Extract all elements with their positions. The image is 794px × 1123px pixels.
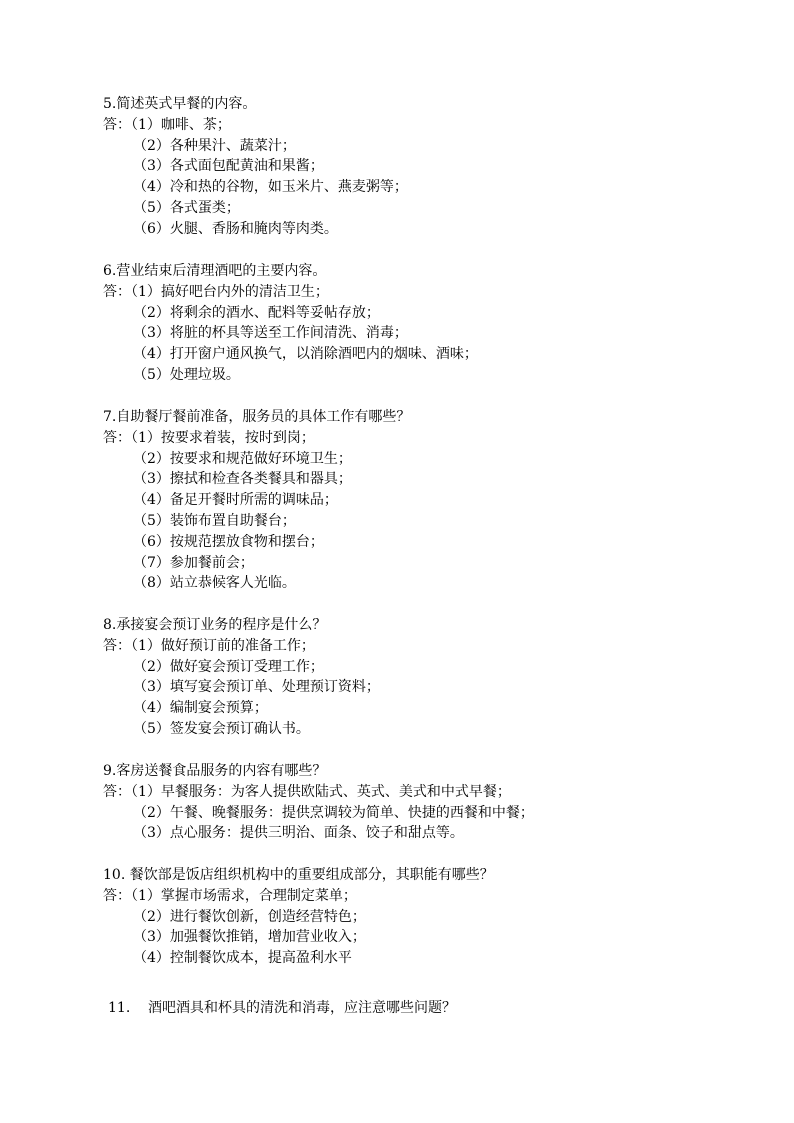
question-title: 5.简述英式早餐的内容。 bbox=[103, 96, 257, 112]
answer-item: （2）进行餐饮创新，创造经营特色； bbox=[133, 908, 366, 925]
answer-item: （6）按规范摆放食物和摆台； bbox=[133, 533, 324, 550]
answer-item: （4）编制宴会预算； bbox=[133, 700, 268, 717]
question-section-7 bbox=[103, 407, 783, 594]
question-section-9 bbox=[103, 761, 783, 844]
question-section-11 bbox=[108, 998, 456, 1018]
answer-item: （6）火腿、香肠和腌肉等肉类。 bbox=[133, 220, 338, 237]
question-title: 9.客房送餐食品服务的内容有哪些？ bbox=[103, 763, 327, 779]
answer-item: （4）冷和热的谷物，如玉米片、燕麦粥等； bbox=[133, 179, 408, 196]
answer-first-line: 答：（1）搞好吧台内外的清洁卫生； bbox=[103, 283, 329, 300]
answer-item: （4）打开窗户通风换气，以消除酒吧内的烟味、酒味； bbox=[133, 346, 478, 363]
answer-item: （3）将脏的杯具等送至工作间清洗、消毒； bbox=[133, 325, 408, 342]
question-section-10 bbox=[103, 865, 783, 969]
answer-item: （2）午餐、晚餐服务：提供烹调较为简单、快捷的西餐和中餐； bbox=[133, 804, 534, 821]
answer-item: （7）参加餐前会； bbox=[133, 554, 254, 571]
answer-item: （5）处理垃圾。 bbox=[133, 366, 240, 383]
answer-item: （2）将剩余的酒水、配料等妥帖存放； bbox=[133, 304, 380, 321]
question-section-6 bbox=[103, 261, 783, 386]
answer-item: （5）装饰布置自助餐台； bbox=[133, 512, 296, 529]
answer-item: （5）各式蛋类； bbox=[133, 199, 240, 216]
question-title: 6.营业结束后清理酒吧的主要内容。 bbox=[103, 263, 327, 279]
answer-first-line: 答：（1）早餐服务：为客人提供欧陆式、英式、美式和中式早餐； bbox=[103, 783, 511, 800]
question-title: 8.承接宴会预订业务的程序是什么？ bbox=[103, 617, 327, 633]
answer-item: （4）备足开餐时所需的调味品； bbox=[133, 492, 338, 509]
answer-item: （5）签发宴会预订确认书。 bbox=[133, 720, 310, 737]
answer-item: （3）各式面包配黄油和果酱； bbox=[133, 158, 324, 175]
question-section-8 bbox=[103, 615, 783, 740]
question-title: 7.自助餐厅餐前准备，服务员的具体工作有哪些？ bbox=[103, 409, 411, 425]
answer-item: （2）各种果汁、蔬菜汁； bbox=[133, 137, 296, 154]
answer-item: （8）站立恭候客人光临。 bbox=[133, 575, 296, 592]
answer-item: （2）做好宴会预订受理工作； bbox=[133, 658, 324, 675]
question-title: 酒吧酒具和杯具的清洗和消毒，应注意哪些问题？ bbox=[148, 1000, 456, 1016]
answer-first-line: 答：（1）按要求着装，按时到岗； bbox=[103, 429, 315, 446]
answer-item: （4）控制餐饮成本，提高盈利水平 bbox=[133, 950, 352, 967]
question-section-5 bbox=[103, 94, 783, 240]
answer-item: （3）点心服务：提供三明治、面条、饺子和甜点等。 bbox=[133, 825, 464, 842]
answer-item: （3）擦拭和检查各类餐具和器具； bbox=[133, 471, 352, 488]
answer-first-line: 答：（1）做好预订前的准备工作； bbox=[103, 637, 315, 654]
question-title: 10. 餐饮部是饭店组织机构中的重要组成部分，其职能有哪些？ bbox=[103, 867, 494, 883]
question-number: 11. bbox=[108, 1000, 131, 1016]
answer-item: （3）填写宴会预订单、处理预订资料； bbox=[133, 679, 380, 696]
answer-item: （3）加强餐饮推销，增加营业收入； bbox=[133, 929, 366, 946]
answer-first-line: 答：（1）掌握市场需求，合理制定菜单； bbox=[103, 887, 357, 904]
answer-first-line: 答：（1）咖啡、茶； bbox=[103, 116, 231, 133]
answer-item: （2）按要求和规范做好环境卫生； bbox=[133, 450, 352, 467]
